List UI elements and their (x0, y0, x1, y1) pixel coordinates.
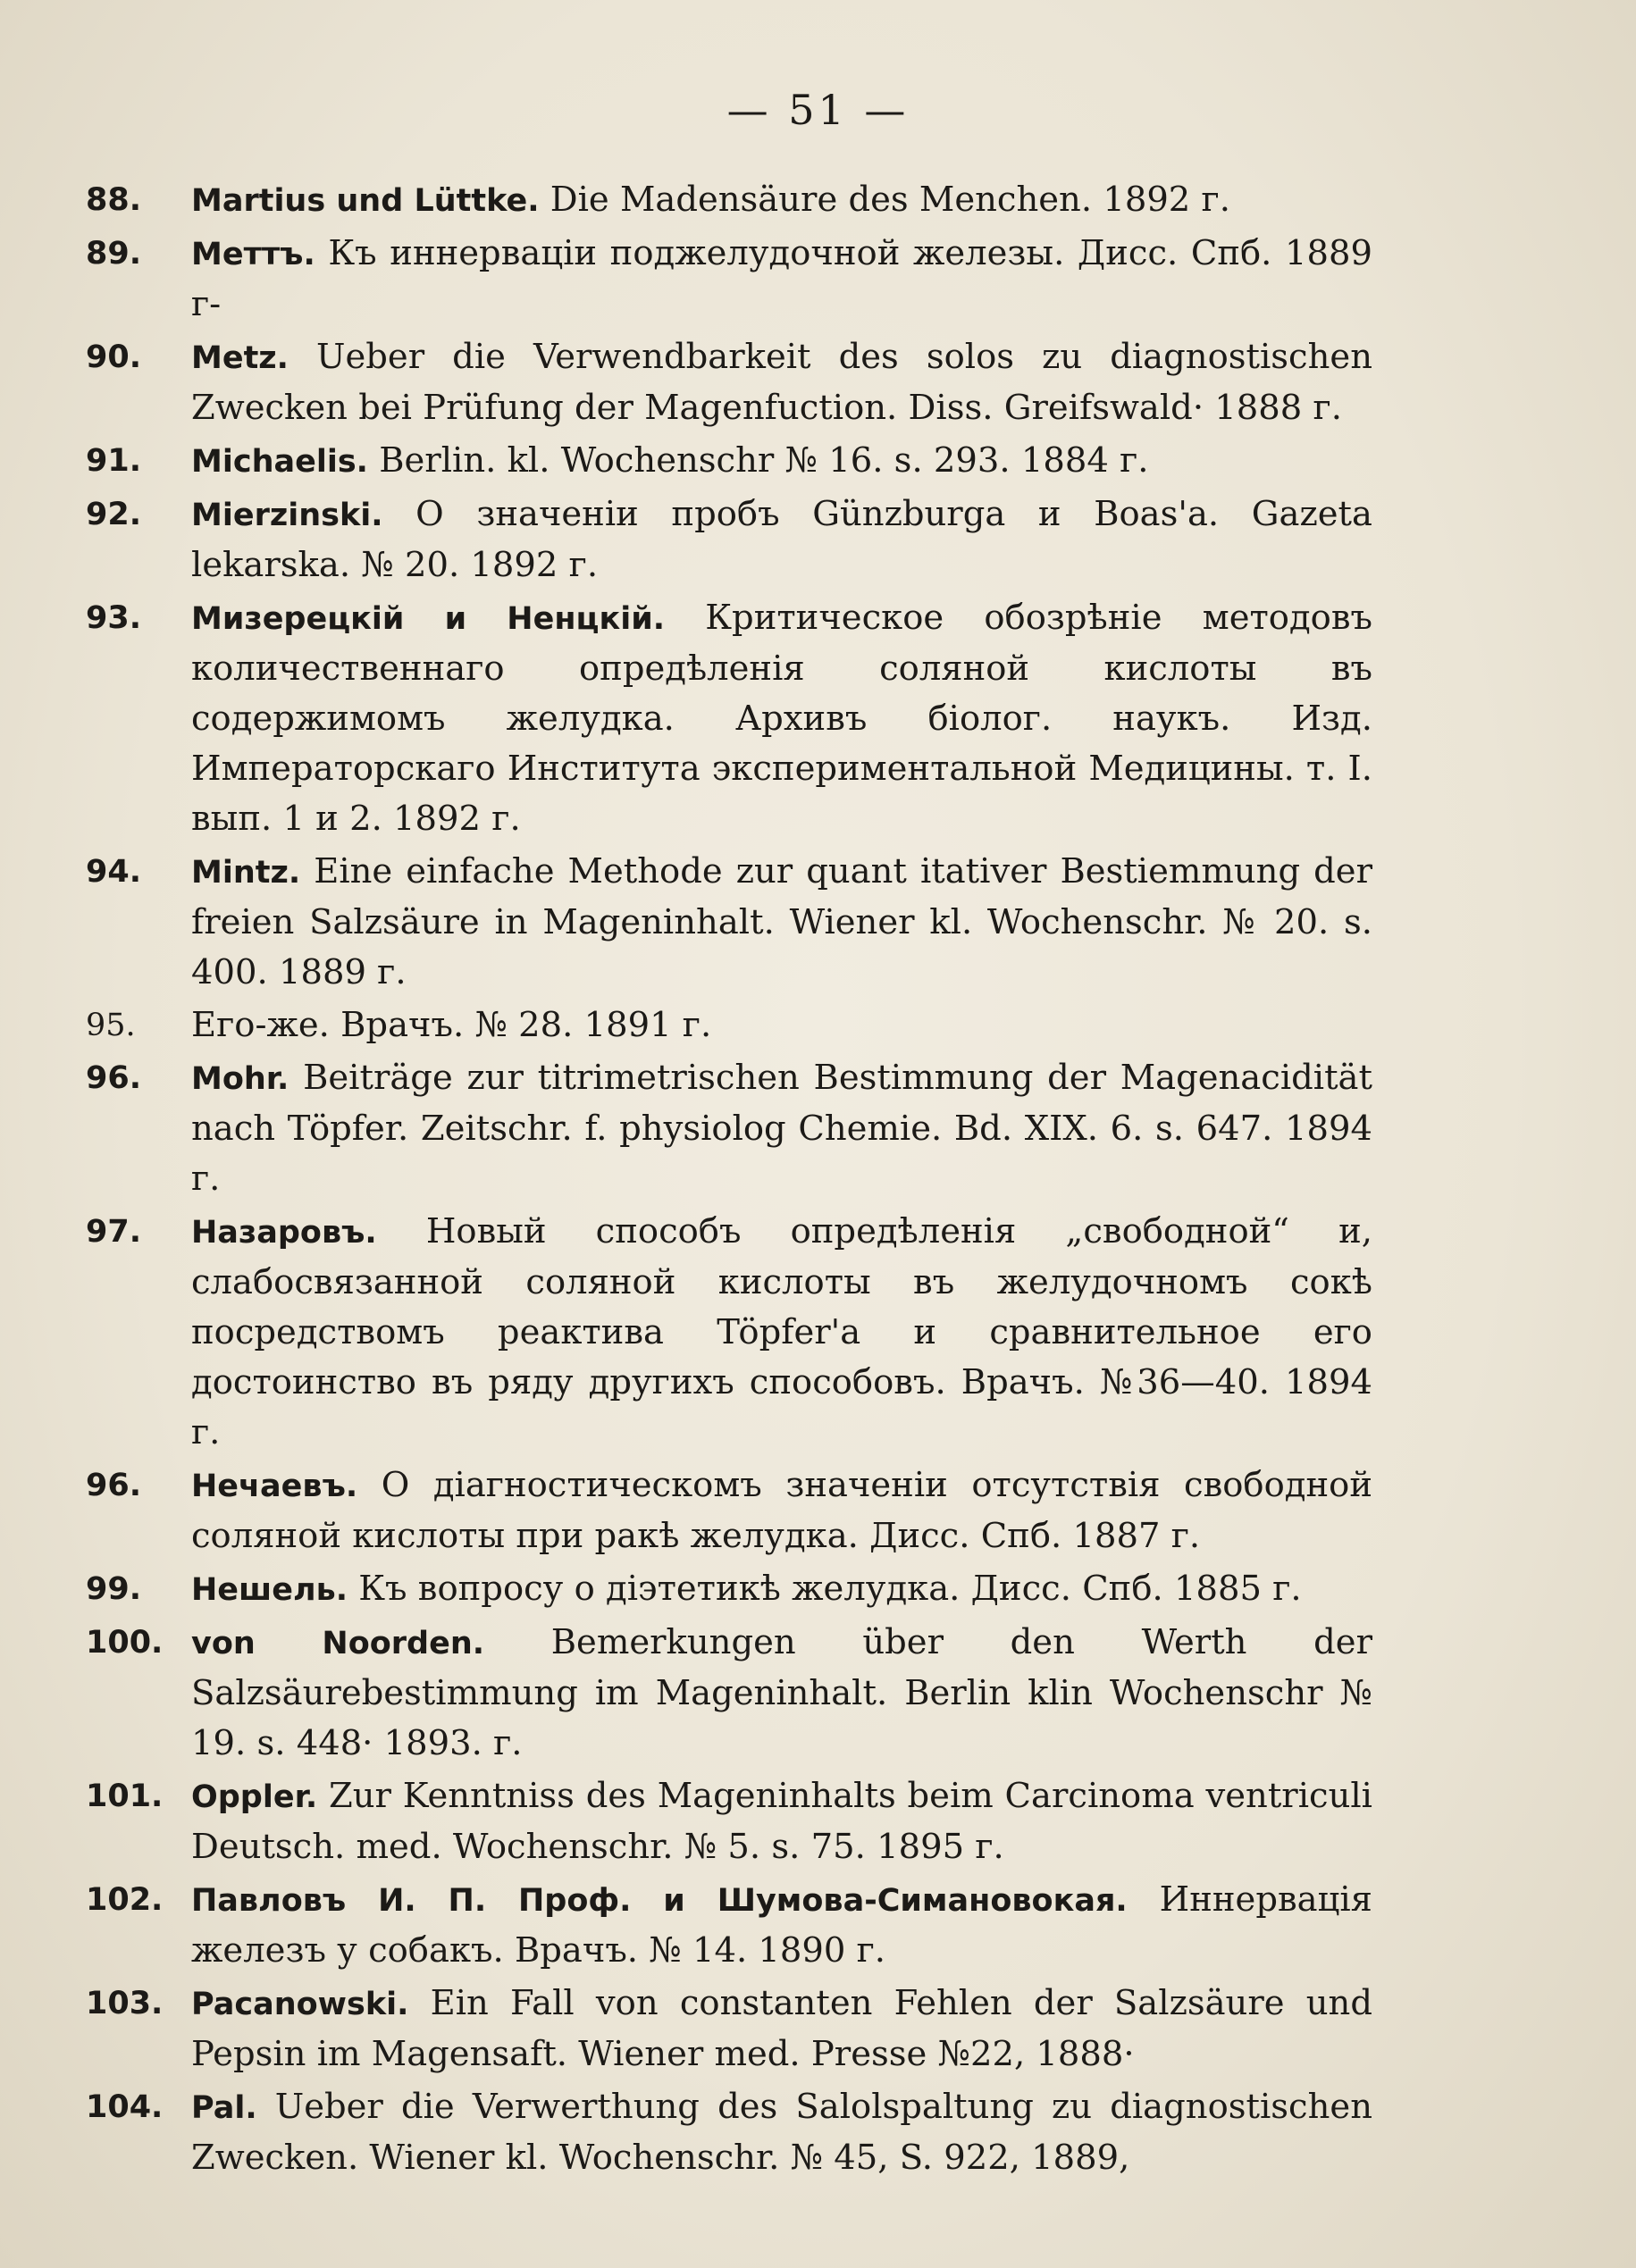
reference-number: 99. (86, 1571, 142, 1607)
reference-entry-104 (86, 2082, 1372, 2183)
reference-author: von Noorden. (191, 1626, 485, 1661)
reference-entry-94 (86, 847, 1372, 998)
reference-text: Ueber die Verwerthung des Salolspaltung zu diagnostischen Zwecken. Wiener kl. Wochenschr. № 45, S. 922, 1889, (191, 2087, 1372, 2178)
reference-text: Ein Fall von constanten Fehlen der Salzsäure und Pepsin im Magensaft. Wiener med. Presse №22, 1888· (191, 1983, 1372, 2074)
reference-text: Его-же. Врачъ. № 28. 1891 г. (191, 1005, 712, 1045)
reference-number: 95. (86, 1008, 136, 1043)
reference-entry-103 (86, 1979, 1372, 2080)
reference-entry-95 (86, 1000, 1372, 1050)
reference-entry-93 (86, 593, 1372, 844)
reference-author: Martius und Lüttke. (191, 183, 540, 219)
reference-entry-88 (86, 175, 1372, 226)
reference-author: Pal. (191, 2090, 257, 2126)
reference-number: 91. (86, 443, 142, 479)
reference-entry-90 (86, 332, 1372, 433)
reference-number: 89. (86, 236, 142, 272)
reference-text: Beiträge zur titrimetrischen Bestimmung der Magenacidität nach Töpfer. Zeitschr. f. physiolog Chemie. Bd. XIX. 6. s. 647. 1894 г. (191, 1058, 1372, 1199)
reference-number: 96. (86, 1468, 142, 1503)
reference-text: О значеніи пробъ Günzburga и Boas'a. Gazeta lekarska. № 20. 1892 г. (191, 494, 1372, 585)
reference-entry-96 (86, 1053, 1372, 1204)
reference-list (86, 175, 1372, 2186)
reference-author: Нечаевъ. (191, 1469, 358, 1504)
reference-text: Die Madensäure des Menchen. 1892 г. (550, 180, 1230, 220)
reference-author: Pacanowski. (191, 1987, 409, 2022)
reference-number: 92. (86, 497, 142, 532)
reference-entry-92 (86, 490, 1372, 590)
reference-author: Mohr. (191, 1061, 289, 1097)
reference-text: О діагностическомъ значеніи отсутствія свободной соляной кислоты при ракѣ желудка. Дисс. Спб. 1887 г. (191, 1465, 1372, 1556)
reference-text: Къ иннерваціи поджелудочной железы. Дисс. Спб. 1889 г- (191, 233, 1372, 324)
reference-text: Bemerkungen über den Werth der Salzsäurebestimmung im Mageninhalt. Berlin klin Wochenschr № 19. s. 448· 1893. г. (191, 1622, 1372, 1763)
reference-number: 101. (86, 1778, 164, 1814)
reference-entry-102 (86, 1875, 1372, 1976)
reference-number: 97. (86, 1214, 142, 1250)
reference-number: 94. (86, 854, 142, 890)
reference-number: 96. (86, 1060, 142, 1096)
reference-entry-100 (86, 1618, 1372, 1769)
reference-author: Меттъ. (191, 237, 315, 272)
reference-author: Мизерецкій и Ненцкій. (191, 601, 666, 637)
reference-author: Назаровъ. (191, 1215, 377, 1251)
reference-number: 93. (86, 600, 142, 636)
reference-author: Mintz. (191, 855, 301, 891)
reference-author: Mierzinski. (191, 498, 383, 533)
reference-text: Къ вопросу о діэтетикѣ желудка. Дисс. Спб. 1885 г. (358, 1569, 1302, 1609)
reference-entry-97 (86, 1207, 1372, 1458)
reference-text: Критическое обозрѣніе методовъ количественнаго опредѣленія соляной кислоты въ содержимомъ желудка. Архивъ біолог. наукъ. Изд. Императорскаго Института экспериментальной Медицины. т. I. вып. 1 и 2. 1892 г. (191, 598, 1373, 839)
reference-author: Нешель. (191, 1572, 348, 1608)
reference-text: Ueber die Verwendbarkeit des solos zu diagnostischen Zwecken bei Prüfung der Magenfuction. Diss. Greifswald· 1888 г. (191, 337, 1372, 428)
reference-number: 104. (86, 2089, 164, 2125)
reference-number: 90. (86, 339, 142, 375)
reference-number: 102. (86, 1882, 164, 1918)
reference-entry-89 (86, 229, 1372, 330)
reference-author: Oppler. (191, 1779, 318, 1815)
reference-number: 100. (86, 1625, 164, 1661)
page-number: — 51 — (726, 86, 910, 134)
reference-author: Metz. (191, 340, 289, 376)
reference-entry-98 (86, 1460, 1372, 1561)
reference-author: Michaelis. (191, 444, 368, 480)
reference-entry-99 (86, 1564, 1372, 1615)
reference-entry-101 (86, 1771, 1372, 1872)
reference-entry-91 (86, 436, 1372, 487)
reference-text: Zur Kenntniss des Mageninhalts beim Carcinoma ventriculi Deutsch. med. Wochenschr. № 5. s. 75. 1895 г. (191, 1776, 1372, 1867)
reference-text: Иннервація железъ у собакъ. Врачъ. № 14. 1890 г. (191, 1879, 1372, 1971)
reference-text: Eine einfache Methode zur quant itativer Bestiemmung der freien Salzsäure in Mageninhalt. Wiener kl. Wochenschr. № 20. s. 400. 1889 г. (191, 851, 1372, 992)
reference-number: 103. (86, 1986, 164, 2021)
reference-text: Новый способъ опредѣленія „свободной“ и, слабосвязанной соляной кислоты въ желудочномъ сокѣ посредствомъ реактива Töpfer'a и сравнительное его достоинство въ ряду другихъ способовъ. Врачъ. №36—40. 1894 г. (191, 1211, 1372, 1452)
reference-number: 88. (86, 182, 142, 218)
reference-author: Павловъ И. П. Проф. и Шумова-Симановокая. (191, 1883, 1128, 1919)
reference-text: Berlin. kl. Wochenschr № 16. s. 293. 1884 г. (379, 440, 1149, 481)
